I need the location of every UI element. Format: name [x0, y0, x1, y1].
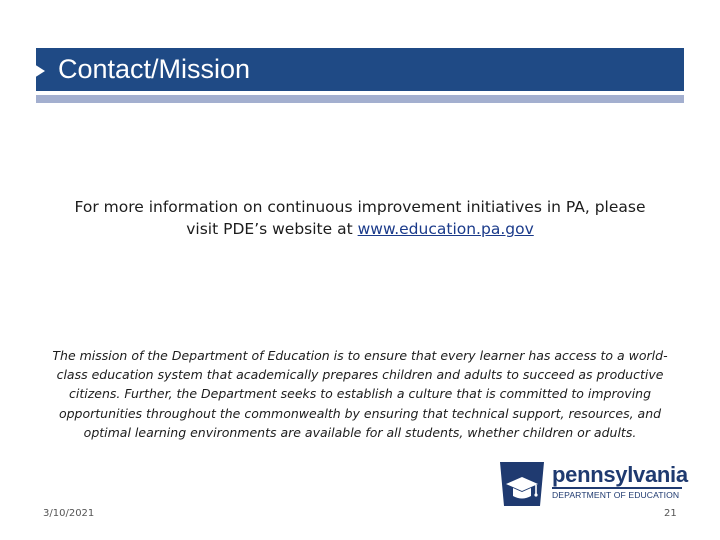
footer-page-number: 21: [664, 508, 677, 519]
logo-department: DEPARTMENT OF EDUCATION: [552, 490, 680, 500]
pde-logo: [498, 460, 688, 508]
slide-title-bar: [36, 48, 684, 91]
contact-paragraph: [36, 196, 684, 240]
title-underline-rule: [36, 95, 684, 103]
contact-text-line2: visit PDE’s website at: [186, 220, 358, 238]
keystone-graduation-cap-icon: [498, 460, 546, 508]
logo-wordmark: pennsylvania: [552, 462, 688, 487]
contact-text-line1: For more information on continuous improvement initiatives in PA, please: [74, 198, 646, 216]
footer-date: 3/10/2021: [43, 508, 95, 519]
slide-title: Contact/Mission: [58, 54, 251, 84]
pde-website-link[interactable]: www.education.pa.gov: [357, 220, 534, 238]
arrow-bullet-icon: [34, 64, 45, 78]
mission-statement: The mission of the Department of Education is to ensure that every learner has access to a world-class education system that academically prepares children and adults to succeed as productive citizens. Further, the Department seeks to establish a culture that is committed to improving opportunities throughout the commonwealth by ensuring that technical support, resources, and optimal learning environments are available for all students, whether children or adults.: [52, 348, 668, 440]
logo-divider: [552, 487, 682, 489]
